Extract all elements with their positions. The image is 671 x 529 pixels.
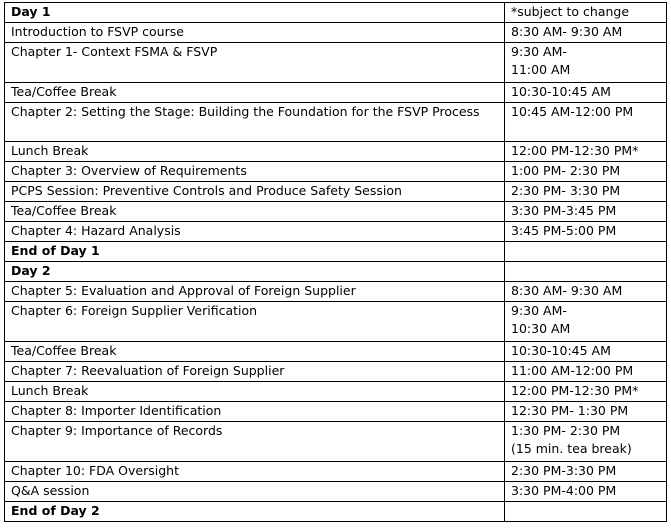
activity-cell: End of Day 1: [5, 242, 505, 262]
activity-cell: Chapter 3: Overview of Requirements: [5, 162, 505, 182]
time-cell: [505, 282, 667, 302]
table-row: [5, 142, 667, 162]
time-line: 3:30 PM-4:00 PM: [511, 483, 617, 498]
time-cell: [505, 262, 667, 282]
activity-cell: Lunch Break: [5, 142, 505, 162]
time-cell: [505, 222, 667, 242]
activity-cell: End of Day 2: [5, 502, 505, 522]
activity-cell: Day 2: [5, 262, 505, 282]
table-row: [5, 462, 667, 482]
schedule-document: [4, 2, 666, 522]
time-cell: [505, 142, 667, 162]
activity-cell: Chapter 10: FDA Oversight: [5, 462, 505, 482]
time-line: 2:30 PM-3:30 PM: [511, 463, 617, 478]
time-line: 11:00 AM: [511, 62, 571, 77]
time-cell: [505, 43, 667, 83]
time-cell: [505, 23, 667, 43]
time-line: *subject to change: [511, 4, 630, 19]
time-line: 3:45 PM-5:00 PM: [511, 223, 617, 238]
time-cell: [505, 83, 667, 103]
table-row: [5, 362, 667, 382]
time-line: 8:30 AM- 9:30 AM: [511, 283, 623, 298]
time-line: 12:00 PM-12:30 PM*: [511, 143, 639, 158]
table-row: [5, 282, 667, 302]
table-row: [5, 502, 667, 522]
activity-cell: Tea/Coffee Break: [5, 342, 505, 362]
time-cell: [505, 382, 667, 402]
table-row: [5, 382, 667, 402]
time-cell: [505, 103, 667, 142]
table-row: [5, 262, 667, 282]
table-row: [5, 43, 667, 83]
time-cell: [505, 202, 667, 222]
activity-cell: Chapter 6: Foreign Supplier Verification: [5, 302, 505, 342]
schedule-table: [4, 2, 667, 522]
time-line: 12:30 PM- 1:30 PM: [511, 403, 629, 418]
activity-cell: Tea/Coffee Break: [5, 83, 505, 103]
activity-cell: Chapter 9: Importance of Records: [5, 422, 505, 462]
time-line: 2:30 PM- 3:30 PM: [511, 183, 621, 198]
table-row: [5, 202, 667, 222]
time-line: 10:30-10:45 AM: [511, 84, 611, 99]
activity-cell: Introduction to FSVP course: [5, 23, 505, 43]
time-cell: [505, 482, 667, 502]
time-line: 11:00 AM-12:00 PM: [511, 363, 634, 378]
table-row: [5, 182, 667, 202]
time-line: 8:30 AM- 9:30 AM: [511, 24, 623, 39]
time-cell: [505, 3, 667, 23]
activity-cell: Chapter 5: Evaluation and Approval of Foreign Supplier: [5, 282, 505, 302]
time-cell: [505, 422, 667, 462]
time-cell: [505, 182, 667, 202]
table-row: [5, 402, 667, 422]
activity-cell: Q&A session: [5, 482, 505, 502]
time-line: 10:30 AM: [511, 321, 571, 336]
time-cell: [505, 462, 667, 482]
activity-cell: Tea/Coffee Break: [5, 202, 505, 222]
activity-cell: PCPS Session: Preventive Controls and Produce Safety Session: [5, 182, 505, 202]
activity-cell: Chapter 7: Reevaluation of Foreign Supplier: [5, 362, 505, 382]
time-cell: [505, 302, 667, 342]
table-row: [5, 342, 667, 362]
schedule-body: [5, 3, 667, 522]
table-row: [5, 482, 667, 502]
activity-cell: Day 1: [5, 3, 505, 23]
table-row: [5, 222, 667, 242]
time-line: 1:30 PM- 2:30 PM: [511, 423, 621, 438]
time-line: 10:30-10:45 AM: [511, 343, 611, 358]
table-row: [5, 3, 667, 23]
table-row: [5, 23, 667, 43]
time-line: 1:00 PM- 2:30 PM: [511, 163, 621, 178]
time-cell: [505, 162, 667, 182]
time-line: 9:30 AM-: [511, 44, 567, 59]
table-row: [5, 162, 667, 182]
activity-cell: Chapter 1- Context FSMA & FSVP: [5, 43, 505, 83]
time-line: 3:30 PM-3:45 PM: [511, 203, 617, 218]
time-line: 10:45 AM-12:00 PM: [511, 104, 634, 119]
table-row: [5, 242, 667, 262]
time-cell: [505, 402, 667, 422]
activity-cell: Chapter 8: Importer Identification: [5, 402, 505, 422]
activity-cell: Lunch Break: [5, 382, 505, 402]
time-cell: [505, 342, 667, 362]
table-row: [5, 103, 667, 142]
time-cell: [505, 242, 667, 262]
time-line: 9:30 AM-: [511, 303, 567, 318]
activity-cell: Chapter 4: Hazard Analysis: [5, 222, 505, 242]
time-cell: [505, 362, 667, 382]
time-line: (15 min. tea break): [511, 441, 632, 456]
table-row: [5, 422, 667, 462]
table-row: [5, 302, 667, 342]
time-line: 12:00 PM-12:30 PM*: [511, 383, 639, 398]
time-cell: [505, 502, 667, 522]
activity-cell: Chapter 2: Setting the Stage: Building the Foundation for the FSVP Process: [5, 103, 505, 142]
table-row: [5, 83, 667, 103]
